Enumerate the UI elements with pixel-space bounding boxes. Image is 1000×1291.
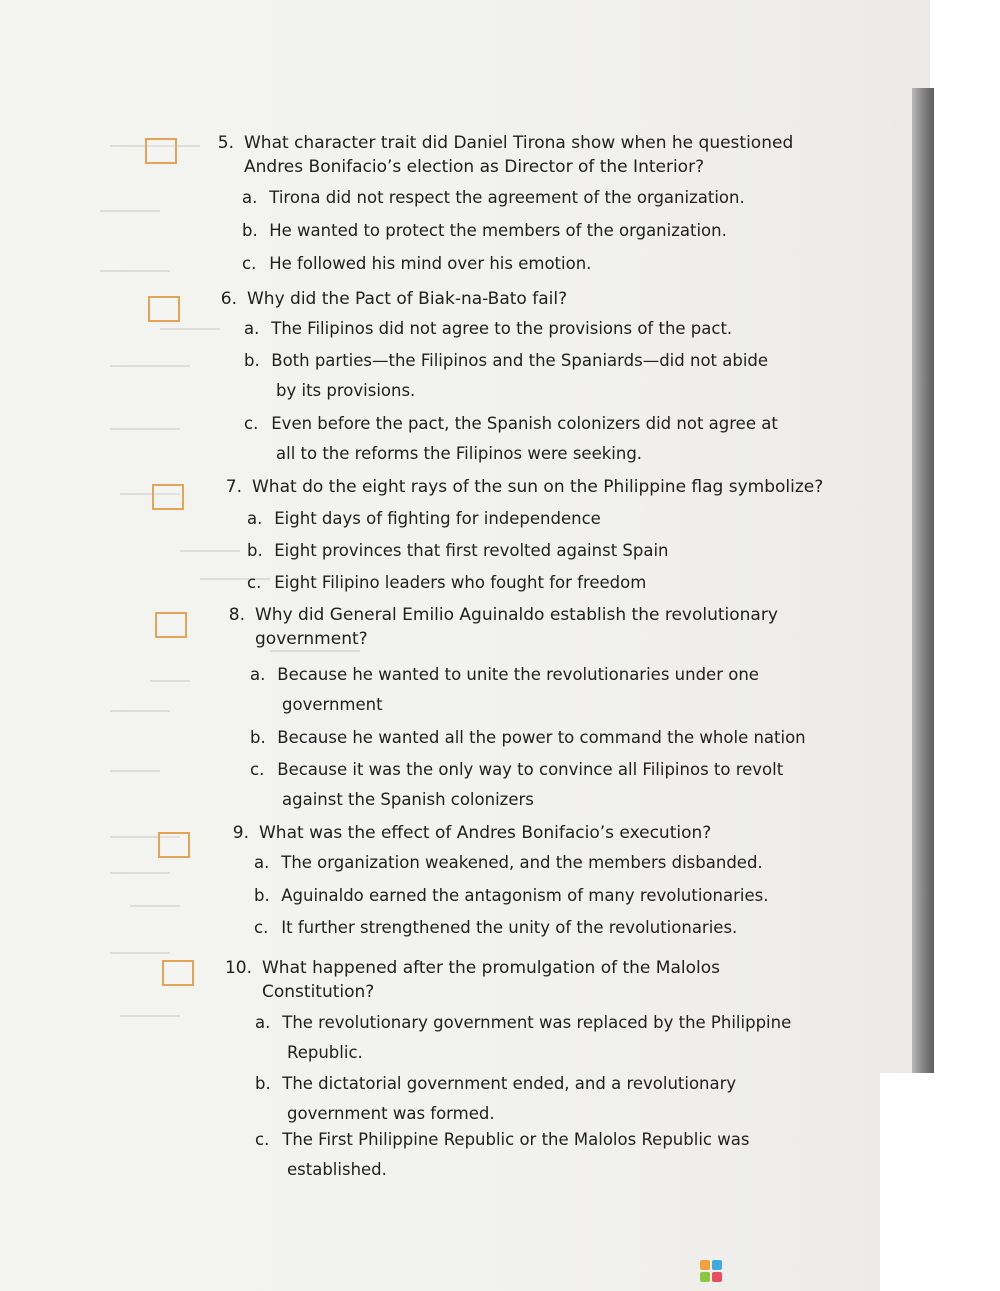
option-letter: a. [247, 509, 263, 528]
answer-box-q9[interactable] [158, 832, 190, 858]
question-line: What do the eight rays of the sun on the Philippine flag symbolize? [252, 477, 824, 497]
answer-box-q7[interactable] [152, 484, 184, 510]
liveworksheets-logo [700, 1256, 728, 1286]
answer-option-b [276, 380, 415, 402]
option-text: The dictatorial government ended, and a revolutionary [282, 1074, 737, 1093]
question-line: Andres Bonifacio’s election as Director of the Interior? [244, 157, 705, 177]
option-text: established. [287, 1160, 387, 1179]
answer-option-a [282, 694, 383, 716]
option-text: Because he wanted all the power to command the whole nation [277, 728, 806, 747]
option-letter: b. [254, 886, 270, 905]
option-text: government was formed. [287, 1104, 495, 1123]
option-text: It further strengthened the unity of the revolutionaries. [281, 918, 738, 937]
option-letter: a. [244, 319, 260, 338]
question-line: What character trait did Daniel Tirona show when he questioned [244, 133, 794, 153]
option-letter: c. [254, 918, 269, 937]
bleed-mark [100, 210, 160, 212]
option-text: Eight provinces that first revolted against Spain [274, 541, 669, 560]
option-text: Even before the pact, the Spanish colonizers did not agree at [271, 414, 778, 433]
answer-option-a [244, 318, 732, 340]
option-text: Both parties—the Filipinos and the Spaniards—did not abide [271, 351, 769, 370]
answer-option-c [250, 759, 783, 781]
option-text: The First Philippine Republic or the Malolos Republic was [282, 1130, 750, 1149]
answer-box-q10[interactable] [162, 960, 194, 986]
page-corner [880, 1073, 1000, 1291]
option-text: Republic. [287, 1043, 363, 1062]
option-text: Tirona did not respect the agreement of the organization. [269, 188, 745, 207]
answer-box-q8[interactable] [155, 612, 187, 638]
question-number: 6. [220, 289, 237, 309]
option-letter: c. [242, 254, 257, 273]
option-text: against the Spanish colonizers [282, 790, 534, 809]
question-line: What was the effect of Andres Bonifacio’s execution? [259, 823, 712, 843]
question-text [218, 957, 720, 979]
answer-option-c [287, 1159, 387, 1181]
answer-box-q5[interactable] [145, 138, 177, 164]
option-text: Eight days of fighting for independence [274, 509, 601, 528]
bleed-mark [270, 650, 360, 652]
answer-option-a [287, 1042, 363, 1064]
bleed-mark [110, 710, 170, 712]
option-text: He wanted to protect the members of the organization. [269, 221, 727, 240]
question-line: Why did the Pact of Biak-na-Bato fail? [247, 289, 568, 309]
option-letter: b. [250, 728, 266, 747]
question-text [208, 476, 823, 498]
answer-option-a [255, 1012, 791, 1034]
answer-option-b [244, 350, 768, 372]
question-text [215, 822, 711, 844]
option-text: The Filipinos did not agree to the provisions of the pact. [271, 319, 733, 338]
answer-option-b [250, 727, 806, 749]
answer-box-q6[interactable] [148, 296, 180, 322]
option-text: The revolutionary government was replaced by the Philippine [282, 1013, 792, 1032]
question-number: 5. [217, 133, 234, 153]
answer-option-c [276, 443, 642, 465]
answer-option-c [254, 917, 737, 939]
question-text [255, 628, 368, 650]
bleed-mark [110, 365, 190, 367]
bleed-mark [110, 428, 180, 430]
answer-option-a [247, 508, 601, 530]
option-text: Because he wanted to unite the revolutionaries under one [277, 665, 759, 684]
bleed-mark [160, 328, 220, 330]
question-text [200, 132, 793, 154]
question-text [262, 981, 374, 1003]
question-text [203, 288, 567, 310]
option-text: Eight Filipino leaders who fought for freedom [274, 573, 647, 592]
answer-option-b [247, 540, 669, 562]
question-number: 8. [228, 605, 245, 625]
question-line: Why did General Emilio Aguinaldo establish the revolutionary [255, 605, 778, 625]
option-letter: b. [244, 351, 260, 370]
bleed-mark [130, 905, 180, 907]
option-letter: c. [255, 1130, 270, 1149]
answer-option-b [242, 220, 727, 242]
answer-option-b [255, 1073, 736, 1095]
option-letter: a. [255, 1013, 271, 1032]
option-letter: b. [247, 541, 263, 560]
question-line: Constitution? [262, 982, 375, 1002]
answer-option-c [244, 413, 778, 435]
option-text: Because it was the only way to convince all Filipinos to revolt [277, 760, 784, 779]
bleed-mark [150, 680, 190, 682]
option-letter: b. [242, 221, 258, 240]
question-text [244, 156, 704, 178]
option-text: by its provisions. [276, 381, 416, 400]
option-letter: c. [244, 414, 259, 433]
question-number: 9. [232, 823, 249, 843]
answer-option-c [255, 1129, 749, 1151]
question-number: 10. [224, 958, 252, 978]
option-letter: b. [255, 1074, 271, 1093]
liveworksheets-logo-icon [700, 1260, 722, 1282]
option-text: government [282, 695, 383, 714]
answer-option-c [242, 253, 591, 275]
question-line: government? [255, 629, 368, 649]
option-letter: a. [242, 188, 258, 207]
answer-option-c [247, 572, 646, 594]
answer-option-a [254, 852, 763, 874]
page-binding-shadow [912, 88, 934, 1073]
bleed-mark [110, 770, 160, 772]
bleed-mark [180, 550, 240, 552]
answer-option-c [282, 789, 534, 811]
answer-option-b [254, 885, 768, 907]
option-letter: a. [250, 665, 266, 684]
option-text: Aguinaldo earned the antagonism of many revolutionaries. [281, 886, 769, 905]
answer-option-b [287, 1103, 495, 1125]
question-text [211, 604, 778, 626]
bleed-mark [120, 1015, 180, 1017]
option-letter: c. [247, 573, 262, 592]
answer-option-a [242, 187, 745, 209]
option-text: The organization weakened, and the members disbanded. [281, 853, 763, 872]
question-number: 7. [225, 477, 242, 497]
option-text: all to the reforms the Filipinos were seeking. [276, 444, 643, 463]
question-line: What happened after the promulgation of the Malolos [262, 958, 720, 978]
bleed-mark [110, 872, 170, 874]
answer-option-a [250, 664, 759, 686]
option-letter: c. [250, 760, 265, 779]
bleed-mark [100, 270, 170, 272]
bleed-mark [110, 952, 170, 954]
option-letter: a. [254, 853, 270, 872]
option-text: He followed his mind over his emotion. [269, 254, 592, 273]
